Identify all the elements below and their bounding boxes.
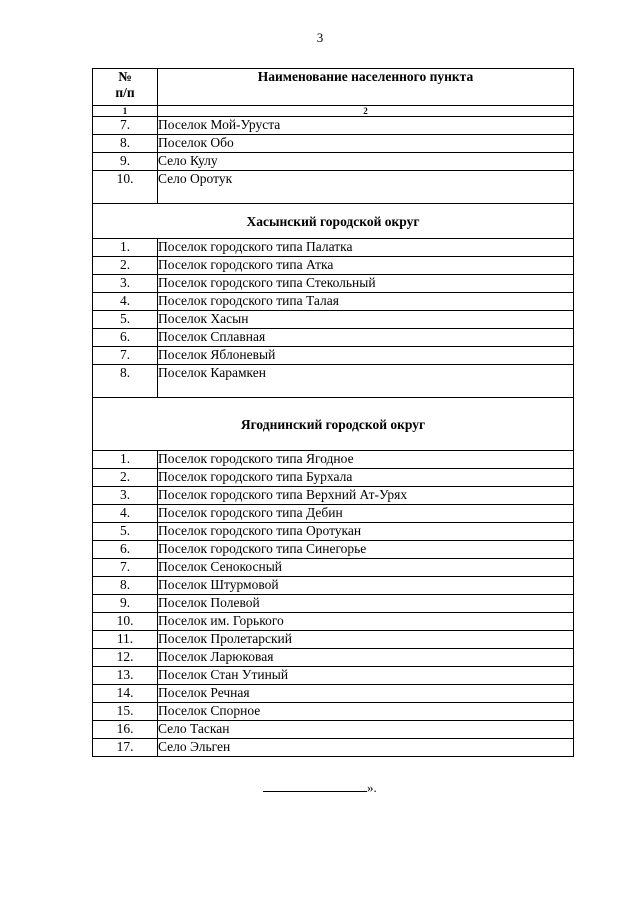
settlement-name: Поселок Яблоневый — [158, 347, 574, 365]
table-row — [93, 365, 574, 398]
section-title: Ягоднинский городской округ — [93, 398, 574, 451]
settlement-name: Поселок Ларюковая — [158, 649, 574, 667]
table-row — [93, 739, 574, 757]
row-number: 3. — [93, 275, 158, 293]
settlement-name: Село Оротук — [158, 171, 574, 204]
settlement-name: Поселок городского типа Стекольный — [158, 275, 574, 293]
column-index-1: 1 — [93, 106, 158, 117]
row-number: 5. — [93, 523, 158, 541]
settlement-name: Поселок Спорное — [158, 703, 574, 721]
settlement-name: Поселок городского типа Атка — [158, 257, 574, 275]
settlement-name: Поселок городского типа Палатка — [158, 239, 574, 257]
row-number: 7. — [93, 559, 158, 577]
section-header-row — [93, 204, 574, 239]
table-row — [93, 667, 574, 685]
settlement-name: Поселок Речная — [158, 685, 574, 703]
table-row — [93, 577, 574, 595]
settlement-name: Село Кулу — [158, 153, 574, 171]
settlements-table — [92, 68, 574, 757]
row-number: 3. — [93, 487, 158, 505]
settlement-name: Село Эльген — [158, 739, 574, 757]
table-row — [93, 559, 574, 577]
section-title: Хасынский городской округ — [93, 204, 574, 239]
table-row — [93, 685, 574, 703]
table-row — [93, 721, 574, 739]
row-number: 5. — [93, 311, 158, 329]
table-row — [93, 329, 574, 347]
row-number: 1. — [93, 239, 158, 257]
table-row — [93, 275, 574, 293]
settlement-name: Поселок Мой-Уруста — [158, 117, 574, 135]
row-number: 17. — [93, 739, 158, 757]
row-number: 4. — [93, 293, 158, 311]
table-row — [93, 135, 574, 153]
settlement-name: Поселок городского типа Дебин — [158, 505, 574, 523]
row-number: 9. — [93, 595, 158, 613]
header-number-sublabel: п/п — [115, 85, 135, 100]
row-number: 9. — [93, 153, 158, 171]
settlement-name: Поселок городского типа Синегорье — [158, 541, 574, 559]
row-number: 8. — [93, 577, 158, 595]
table-row — [93, 239, 574, 257]
row-number: 8. — [93, 135, 158, 153]
row-number: 10. — [93, 171, 158, 204]
table-row — [93, 505, 574, 523]
settlement-name: Поселок городского типа Талая — [158, 293, 574, 311]
table-row — [93, 631, 574, 649]
table-row — [93, 595, 574, 613]
row-number: 11. — [93, 631, 158, 649]
settlement-name: Поселок им. Горького — [158, 613, 574, 631]
row-number: 10. — [93, 613, 158, 631]
settlement-name: Поселок городского типа Бурхала — [158, 469, 574, 487]
section-header-row — [93, 398, 574, 451]
page-number: 3 — [316, 30, 324, 45]
table-row — [93, 469, 574, 487]
row-number: 12. — [93, 649, 158, 667]
header-name-column: Наименование населенного пункта — [158, 69, 574, 106]
table-row — [93, 649, 574, 667]
row-number: 14. — [93, 685, 158, 703]
settlement-name: Поселок городского типа Верхний Ат-Урях — [158, 487, 574, 505]
table-row — [93, 117, 574, 135]
row-number: 13. — [93, 667, 158, 685]
table-row — [93, 613, 574, 631]
table-row — [93, 153, 574, 171]
table-header-row — [93, 69, 574, 106]
closing-line — [263, 780, 377, 796]
settlement-name: Поселок Стан Утиный — [158, 667, 574, 685]
row-number: 6. — [93, 541, 158, 559]
closing-quote: ». — [367, 780, 377, 795]
settlement-name: Поселок Сенокосный — [158, 559, 574, 577]
settlement-name: Поселок Обо — [158, 135, 574, 153]
table-row — [93, 311, 574, 329]
table-row — [93, 171, 574, 204]
settlement-name: Поселок Карамкен — [158, 365, 574, 398]
table-row — [93, 451, 574, 469]
table-row — [93, 703, 574, 721]
table-row — [93, 293, 574, 311]
row-number: 15. — [93, 703, 158, 721]
table-body — [93, 106, 574, 757]
settlement-name: Поселок Штурмовой — [158, 577, 574, 595]
row-number: 7. — [93, 117, 158, 135]
row-number: 16. — [93, 721, 158, 739]
row-number: 7. — [93, 347, 158, 365]
row-number: 2. — [93, 257, 158, 275]
row-number: 8. — [93, 365, 158, 398]
table-row — [93, 487, 574, 505]
settlement-name: Поселок городского типа Оротукан — [158, 523, 574, 541]
settlement-name: Поселок городского типа Ягодное — [158, 451, 574, 469]
table-row — [93, 257, 574, 275]
header-number-label: № — [118, 69, 132, 84]
settlement-name: Село Таскан — [158, 721, 574, 739]
settlement-name: Поселок Хасын — [158, 311, 574, 329]
signature-underline — [263, 781, 367, 792]
column-index-2: 2 — [158, 106, 574, 117]
table-row — [93, 347, 574, 365]
settlement-name: Поселок Полевой — [158, 595, 574, 613]
column-index-row — [93, 106, 574, 117]
table-row — [93, 541, 574, 559]
row-number: 6. — [93, 329, 158, 347]
header-number-column — [93, 69, 158, 106]
settlement-name: Поселок Сплавная — [158, 329, 574, 347]
row-number: 4. — [93, 505, 158, 523]
settlement-name: Поселок Пролетарский — [158, 631, 574, 649]
table-row — [93, 523, 574, 541]
row-number: 1. — [93, 451, 158, 469]
row-number: 2. — [93, 469, 158, 487]
